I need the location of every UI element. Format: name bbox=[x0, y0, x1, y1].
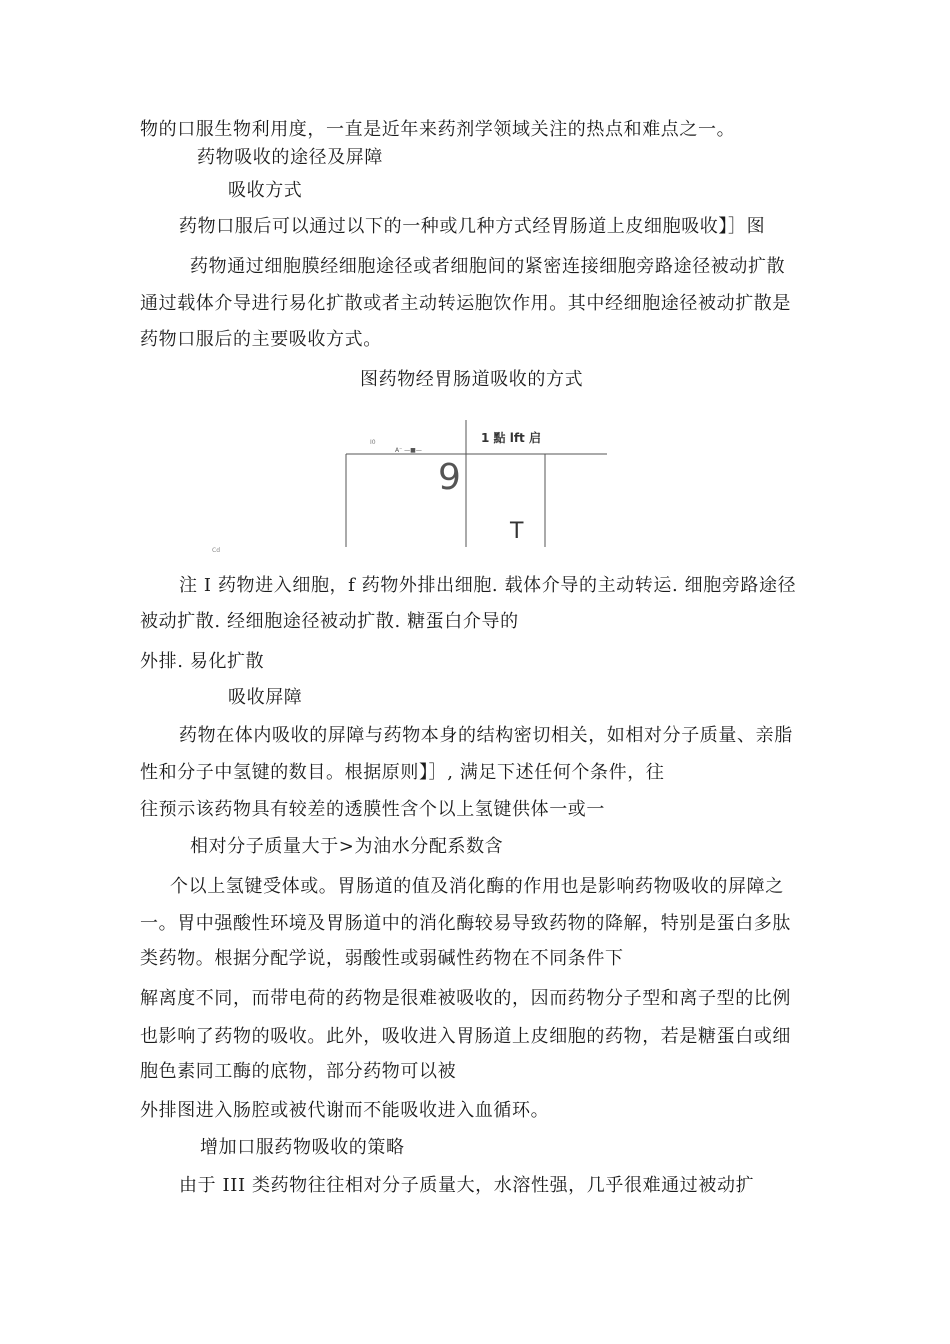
subsection-heading: 吸收屏障 bbox=[228, 687, 303, 708]
text-line: 往预示该药物具有较差的透膜性含个以上氢键供体一或一 bbox=[140, 799, 605, 820]
text-line: 胞色素同工酶的底物，部分药物可以被 bbox=[140, 1061, 457, 1082]
text-line: 外排图进入肠腔或被代谢而不能吸收进入血循环。 bbox=[140, 1100, 550, 1121]
text-line: 性和分子中氢键的数目。根据原则】］, 满足下述任何个条件，往 bbox=[140, 762, 665, 783]
text-line: 相对分子质量大于>为油水分配系数含 bbox=[190, 836, 504, 857]
text-line: 由于 III 类药物往往相对分子质量大，水溶性强，几乎很难通过被动扩 bbox=[179, 1175, 755, 1196]
text-line: 药物在体内吸收的屏障与药物本身的结构密切相关，如相对分子质量、亲脂 bbox=[179, 725, 793, 746]
figure-label-arrow: A⁻ —■— bbox=[395, 447, 422, 454]
figure-lines bbox=[205, 412, 615, 562]
figure-label-t: T bbox=[510, 519, 524, 544]
section-heading: 增加口服药物吸收的策略 bbox=[200, 1137, 405, 1158]
figure-label-small: I0 bbox=[370, 439, 376, 446]
text-line: 通过载体介导进行易化扩散或者主动转运胞饮作用。其中经细胞途径被动扩散是 bbox=[140, 293, 791, 314]
text-line: 被动扩散. 经细胞途径被动扩散. 糖蛋白介导的 bbox=[140, 611, 519, 632]
figure-caption: 图药物经胃肠道吸收的方式 bbox=[360, 369, 584, 390]
figure-label-top: 1 點 lft 启 bbox=[481, 431, 541, 445]
figure-label-nine: 9 bbox=[438, 457, 461, 498]
section-heading: 药物吸收的途径及屏障 bbox=[197, 147, 383, 168]
figure-label-corner: Cd bbox=[212, 547, 220, 554]
figure-note: 注 I 药物进入细胞，f 药物外排出细胞. 载体介导的主动转运. 细胞旁路途径 bbox=[179, 575, 797, 596]
text-line: 药物口服后可以通过以下的一种或几种方式经胃肠道上皮细胞吸收】］图 bbox=[179, 216, 766, 237]
text-line: 类药物。根据分配学说，弱酸性或弱碱性药物在不同条件下 bbox=[140, 948, 624, 969]
text-line: 解离度不同，而带电荷的药物是很难被吸收的，因而药物分子型和离子型的比例 bbox=[140, 988, 791, 1009]
text-line: 药物口服后的主要吸收方式。 bbox=[140, 329, 382, 350]
text-line: 外排. 易化扩散 bbox=[140, 651, 265, 672]
subsection-heading: 吸收方式 bbox=[228, 180, 303, 201]
text-line: 也影响了药物的吸收。此外，吸收进入胃肠道上皮细胞的药物，若是糖蛋白或细 bbox=[140, 1026, 791, 1047]
text-line: 个以上氢键受体或。胃肠道的值及消化酶的作用也是影响药物吸收的屏障之 bbox=[170, 876, 784, 897]
text-line: 一。胃中强酸性环境及胃肠道中的消化酶较易导致药物的降解，特别是蛋白多肽 bbox=[140, 913, 791, 934]
text-line: 药物通过细胞膜经细胞途径或者细胞间的紧密连接细胞旁路途径被动扩散 bbox=[190, 256, 786, 277]
text-line: 物的口服生物利用度，一直是近年来药剂学领域关注的热点和难点之一。 bbox=[140, 119, 736, 140]
absorption-figure bbox=[205, 412, 615, 562]
